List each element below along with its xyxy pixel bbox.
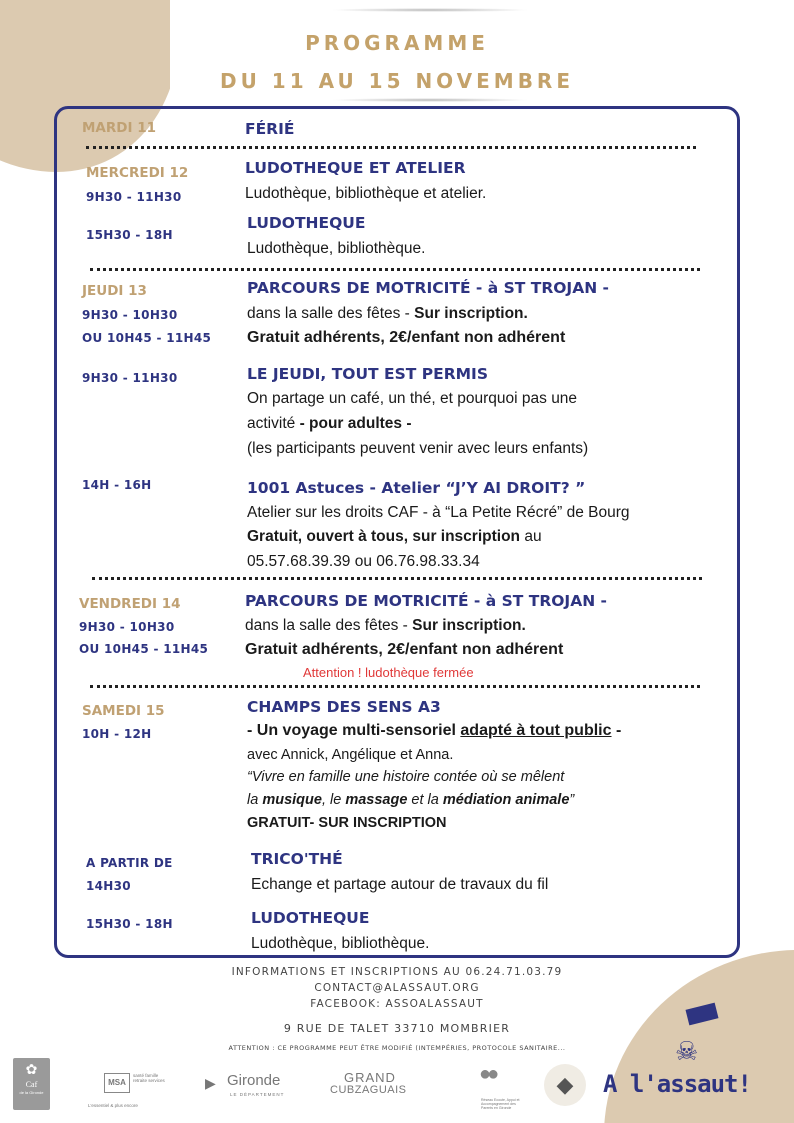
- text-plain: ”: [569, 792, 575, 808]
- text-bold: - Un voyage multi-sensoriel: [247, 722, 461, 739]
- footer-info: INFORMATIONS ET INSCRIPTIONS AU 06.24.71.03.79: [231, 966, 563, 978]
- gironde-logo-subtext: LE DÉPARTEMENT: [230, 1092, 285, 1097]
- event-price: Gratuit adhérents, 2€/enfant non adhérent: [245, 641, 564, 658]
- gironde-arrow-icon: ▶: [205, 1075, 216, 1091]
- event-quote: “Vivre en famille une histoire contée où se mêlent: [247, 769, 565, 785]
- dotted-divider: [90, 685, 700, 688]
- time-label: OU 10H45 - 11H45: [82, 331, 212, 345]
- event-title: PARCOURS DE MOTRICITÉ - à ST TROJAN -: [247, 279, 609, 297]
- time-label: 14H30: [86, 879, 131, 893]
- kite-logo-icon: ◆: [544, 1064, 586, 1106]
- title-divider-top: [330, 8, 530, 12]
- event-title: LUDOTHEQUE ET ATELIER: [245, 159, 466, 177]
- time-label: 15H30 - 18H: [86, 228, 173, 242]
- time-label: 15H30 - 18H: [86, 917, 173, 931]
- event-description: Atelier sur les droits CAF - à “La Petite Récré” de Bourg: [247, 504, 630, 521]
- event-description: Echange et partage autour de travaux du fil: [251, 876, 549, 893]
- event-title: FÉRIÉ: [245, 120, 295, 138]
- footer-email[interactable]: CONTACT@ALASSAUT.ORG: [314, 982, 480, 994]
- page-title: PROGRAMME: [305, 31, 489, 55]
- dotted-divider: [92, 577, 702, 580]
- time-label: 9H30 - 10H30: [79, 620, 175, 634]
- text-bold: - pour adultes -: [299, 415, 412, 432]
- event-description: On partage un café, un thé, et pourquoi pas une: [247, 390, 578, 407]
- page-header: [0, 6, 794, 106]
- phone-numbers: 05.57.68.39.39 ou 06.76.98.33.34: [247, 553, 480, 570]
- day-label: VENDREDI 14: [79, 596, 181, 612]
- event-title: CHAMPS DES SENS A3: [247, 698, 441, 716]
- event-description: (les participants peuvent venir avec leurs enfants): [247, 440, 589, 457]
- text-underlined: adapté à tout public: [460, 722, 612, 739]
- text-bold: -: [611, 722, 622, 739]
- time-label: 10H - 12H: [82, 727, 152, 741]
- text-plain: la: [247, 792, 263, 808]
- event-title: 1001 Astuces - Atelier “J’Y AI DROIT? ”: [247, 479, 586, 497]
- grand-cubzaguais-line2: CUBZAGUAIS: [330, 1084, 407, 1096]
- page-subtitle: DU 11 AU 15 NOVEMBRE: [219, 69, 574, 93]
- grand-cubzaguais-line1: GRAND: [344, 1071, 396, 1085]
- event-description: Ludothèque, bibliothèque et atelier.: [245, 185, 487, 202]
- event-price: GRATUIT- SUR INSCRIPTION: [247, 815, 447, 831]
- caf-logo: [13, 1058, 50, 1110]
- time-label: OU 10H45 - 11H45: [79, 642, 209, 656]
- closure-warning: Attention ! ludothèque fermée: [303, 665, 474, 680]
- text-bold: médiation animale: [442, 792, 570, 808]
- event-subtitle: [247, 722, 621, 740]
- text-bold: musique: [262, 792, 322, 808]
- msa-logo: [86, 1073, 168, 1113]
- reaap-logo: [457, 1062, 529, 1118]
- time-label: 9H30 - 11H30: [82, 371, 178, 385]
- pirate-figure-icon: ☠: [675, 1036, 699, 1066]
- event-description: Ludothèque, bibliothèque.: [247, 240, 426, 257]
- footer-address: 9 RUE DE TALET 33710 MOMBRIER: [283, 1022, 511, 1035]
- event-title: LUDOTHEQUE: [247, 214, 366, 232]
- grand-cubzaguais-logo: [330, 1071, 430, 1101]
- footer-facebook[interactable]: FACEBOOK: ASSOALASSAUT: [310, 998, 484, 1010]
- caf-logo-subtext: de la Gironde: [19, 1090, 44, 1095]
- msa-logo-lines: santé famille retraite services: [133, 1073, 165, 1083]
- text-bold: Sur inscription.: [412, 617, 526, 634]
- text-plain: au: [520, 528, 542, 545]
- event-title: TRICO'THÉ: [251, 850, 343, 868]
- text-bold: massage: [345, 792, 408, 808]
- event-title: LUDOTHEQUE: [251, 909, 370, 927]
- text-plain: et la: [407, 792, 443, 808]
- text-plain: activité: [247, 415, 300, 432]
- footer-notice: ATTENTION : CE PROGRAMME PEUT ÊTRE MODIFIÉ (INTEMPÉRIES, PROTOCOLE SANITAIRE...: [228, 1044, 566, 1052]
- text-bold: Sur inscription.: [414, 305, 528, 322]
- event-quote: [247, 792, 574, 808]
- event-title: LE JEUDI, TOUT EST PERMIS: [247, 365, 488, 383]
- text-bold: Gratuit, ouvert à tous, sur inscription: [247, 528, 521, 545]
- gironde-logo: [205, 1070, 300, 1102]
- reaap-logo-text: Réseau Ecoute, Appui et Accompagnement des Parents en Gironde: [481, 1098, 520, 1110]
- dotted-divider: [90, 268, 700, 271]
- time-label: 9H30 - 11H30: [86, 190, 182, 204]
- event-description: [245, 617, 526, 635]
- gironde-logo-text: Gironde: [227, 1072, 281, 1089]
- alassaut-logo-text: A l'assaut!: [603, 1070, 751, 1098]
- day-label: MARDI 11: [82, 120, 156, 136]
- msa-logo-mark: MSA: [104, 1073, 130, 1093]
- dotted-divider: [86, 146, 696, 149]
- day-label: SAMEDI 15: [82, 703, 165, 719]
- flag-icon: [686, 1003, 719, 1026]
- event-description: Ludothèque, bibliothèque.: [251, 935, 430, 952]
- msa-logo-tagline: L'essentiel & plus encore: [88, 1103, 138, 1108]
- reaap-people-icon: ●●: [479, 1063, 496, 1085]
- title-divider-bottom: [330, 98, 530, 102]
- caf-logo-text: Caf: [25, 1080, 38, 1089]
- text-plain: dans la salle des fêtes -: [247, 305, 415, 322]
- event-description: [247, 528, 542, 546]
- event-description: [247, 305, 528, 323]
- event-title: PARCOURS DE MOTRICITÉ - à ST TROJAN -: [245, 592, 607, 610]
- day-label: JEUDI 13: [82, 283, 147, 299]
- text-plain: , le: [321, 792, 346, 808]
- event-description: [247, 415, 412, 433]
- time-label: 14H - 16H: [82, 478, 152, 492]
- time-label: 9H30 - 10H30: [82, 308, 178, 322]
- alassaut-logo: [603, 1000, 788, 1110]
- caf-emblem-icon: ✿: [25, 1061, 38, 1077]
- time-label: A PARTIR DE: [86, 856, 173, 870]
- event-description: avec Annick, Angélique et Anna.: [247, 747, 454, 763]
- day-label: MERCREDI 12: [86, 165, 189, 181]
- event-price: Gratuit adhérents, 2€/enfant non adhérent: [247, 329, 566, 346]
- text-plain: dans la salle des fêtes -: [245, 617, 413, 634]
